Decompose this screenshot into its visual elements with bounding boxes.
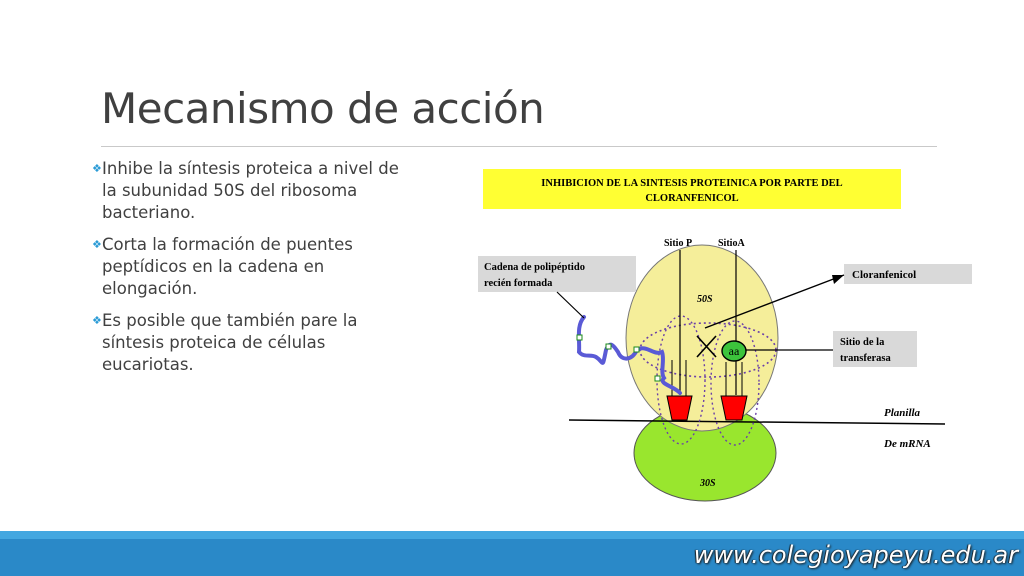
trna-p-site [667, 396, 692, 420]
chain-residue-marker [655, 376, 660, 381]
label-cadena-line2: recién formada [484, 278, 553, 289]
subunit-50s [626, 245, 778, 431]
label-cadena-line1: Cadena de polipéptido [484, 262, 585, 273]
label-30s: 30S [700, 478, 716, 489]
bullet-item [92, 158, 412, 224]
title-divider [101, 146, 937, 147]
label-planilla: Planilla [884, 407, 921, 419]
bullet-text: Es posible que también pare la síntesis proteica de células eucariotas. [102, 311, 358, 374]
label-transferasa-line1: Sitio de la [840, 337, 885, 348]
bullet-text: Corta la formación de puentes peptídicos en la cadena en elongación. [102, 235, 353, 298]
chain-residue-marker [606, 344, 611, 349]
bullet-item [92, 234, 412, 300]
diamond-bullet-icon: ❖ [92, 162, 102, 175]
label-sitio-a: SitioA [718, 238, 745, 249]
trna-a-site [721, 396, 747, 420]
bullet-list [92, 158, 412, 386]
diamond-bullet-icon: ❖ [92, 314, 102, 327]
label-aa: aa [728, 344, 740, 358]
arrowhead-cloranfenicol [832, 275, 844, 284]
label-50s: 50S [697, 294, 713, 305]
label-mrna: De mRNA [884, 438, 931, 450]
banner-title-line2: CLORANFENICOL [645, 193, 739, 204]
footer-url: www.colegioyapeyu.edu.ar [693, 541, 1018, 569]
label-sitio-p: Sitio P [664, 238, 693, 249]
bullet-item [92, 310, 412, 376]
label-transferasa-line2: transferasa [840, 353, 891, 364]
chloramphenicol-ribosome-diagram [470, 160, 990, 505]
slide-title: Mecanismo de acción [101, 84, 545, 133]
pointer-cadena [557, 292, 584, 318]
banner-title-line1: INHIBICION DE LA SINTESIS PROTEINICA POR PARTE DEL [541, 178, 843, 189]
label-cloranfenicol: Cloranfenicol [852, 269, 917, 281]
bullet-text: Inhibe la síntesis proteica a nivel de la subunidad 50S del ribosoma bacteriano. [102, 159, 399, 222]
diamond-bullet-icon: ❖ [92, 238, 102, 251]
chain-residue-marker [577, 335, 582, 340]
chain-residue-marker [634, 347, 639, 352]
footer-accent-bar [0, 531, 1024, 539]
